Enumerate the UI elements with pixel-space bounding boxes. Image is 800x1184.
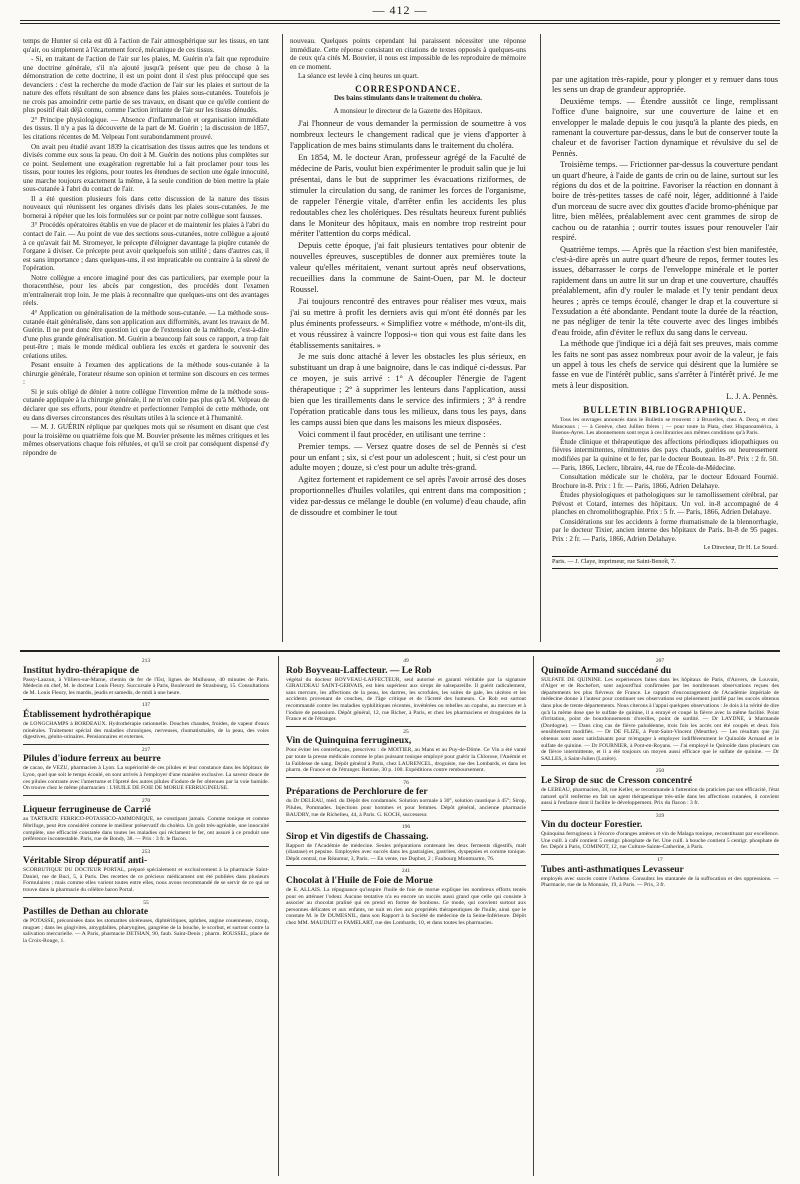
paragraph: J'ai toujours rencontré des entraves pour réaliser mes vœux, mais j'ai su mettre à profit les derniers avis qui m'ont été donnés par les plus éminents professeurs. « Simplifiez votre « méthode, m'ont-ils dit, et vous réussirez à vaincre l'opposi-« tion qui vous est faite dans les établissements sanitaires. »	[290, 296, 526, 350]
paragraph: Voici comment il faut procéder, en utilisant une terrine :	[298, 429, 486, 439]
paragraph: Agitez fortement et rapidement ce sel après l'avoir arrosé des doses proportionnelles d'huiles volatiles, qui entrent dans ma composition ; videz par-dessus ce mélange le double (en volume) d'eau chaude, afin de dissoudre et combiner le tout	[290, 475, 526, 518]
bulletin-item: Consultation médicale sur le choléra, par le docteur Edouard Fournié. Brochure in-8. Prix : 1 fr. — Paris, 1866, Adrien Delahaye.	[552, 473, 778, 490]
ad-title: Chocolat à l'Huile de Foie de Morue	[286, 876, 433, 887]
ad-body: de LONGCHAMPS à BORDEAUX. Hydrothérapie rationnelle. Douches chaudes, froides, de vapeur d'eaux minérales. Traitement spécial des maladies chroniques, nerveuses, rhumatismales, de la peau, des voies digestives, génito-urinaires. Pensionnaires et externes.	[23, 720, 269, 741]
ad-body: employés avec succès contre l'Asthme. Consultez les stantanée de la suffocation et des oppressions. — Pharmacie, rue de la Monnaie, 19, à Paris. — Prix, 3 fr.	[541, 875, 779, 889]
advertisement	[286, 778, 526, 822]
ad-body: Passy-Lauzun, à Villiers-sur-Marne, chemin de fer de l'Est, lignes de Mulhouse, 40 minutes de Paris. Médecin en chef, M. le docteur Louis Fleury. Succursale à Paris, Boulevard de Strasbourg, 15. Consultations de M. Louis Fleury, les mardis, jeudis et samedis, de midi à une heure.	[23, 676, 269, 696]
ad-body: végétal du docteur BOYVEAU-LAFFECTEUR, seul autorisé et garanti véritable par la signature GIRAUDEAU SAINT-GERVAIS, est bien supérieur aux sirops de salsepareille. Il guérit radicalement, sans mercure, les affections de la peau, les dartres, les scrofules, les suites de gale, les ulcères et les accidents provenant de couches, de l'âge critique et de l'âcreté des humeurs. Ce Rob est surtout recommandé contre les maladies syphilitiques récentes, invétérées ou rebelles au copahu, au mercure et à l'iodure de potassium. Dépôt général, 12, rue Richer, à Paris, et chez les pharmaciens et droguistes de la France et de l'étranger.	[286, 676, 526, 723]
ad-title: Vin du docteur Forestier.	[541, 820, 643, 831]
advertisement	[23, 796, 269, 847]
paragraph: J'ai l'honneur de vous demander la permission de soumettre à vos nombreux lecteurs le changement radical que je viens d'apporter à l'application de mes bains stimulants dans le traitement du choléra.	[290, 119, 526, 151]
ad-title: Liqueur ferrugineuse de Carrié	[23, 805, 151, 816]
ad-body: de E. ALLAIS. La répugnance qu'inspire l'huile de foie de morue explique les nombreux efforts tentés pour en atténuer l'odeur. Aucune tentative n'a eu encore un succès aussi grand que celle qui consiste à associer au chocolat praliné qui en prend en forme de bonbons. Ce mode, qui convient surtout aux personnes délicates et aux enfants, ne nuit en rien aux propriétés thérapeutiques de l'huile, ainsi que le constate M. le Dr DUMESNIL, dans son Rapport à la Société de médecine de la Seine-Inférieure. Dépôt chez MM. MAUDUIT et FAMELART, rue des Lombards, 10, et dans toutes les pharmacies.	[286, 887, 526, 927]
paragraph: La séance est levée à cinq heures un quart.	[298, 72, 419, 81]
paragraph: Troisième temps. — Frictionner par-dessus la couverture pendant un quart d'heure, à l'aide de gants de crin ou de laine, surtout sur les régions du dos et de la poitrine. Favoriser la réaction en donnant à boire de très-petites tasses de café noir, léger, additionné à l'aide d'un morceau de sucre avec dix gouttes d'acide bromo-phénique par litre, bien mêlées, préalablement avec cent grammes de sirop de cachou ou de ratanhia ; ourrir toutes issues pour renouveler l'air respiré.	[552, 160, 778, 243]
directeur: Le Directeur, Dr H. Le Sourd.	[703, 544, 778, 552]
column-divider	[533, 656, 534, 1176]
ads-column-2	[286, 656, 526, 1176]
ad-title: Sirop et Vin digestifs de Chassaing.	[286, 831, 429, 842]
ad-number: 207	[655, 658, 665, 664]
column-divider	[282, 34, 283, 642]
advertisement	[541, 855, 779, 892]
advertisement	[286, 656, 526, 727]
advertisement	[541, 811, 779, 855]
bulletin-intro: Tous les ouvrages annoncés dans le Bulletin se trouvent : à Bruxelles, chez A. Decq, et chez Manceaux ; — à Genève, chez Jullien frères ; — pour toute la Plata, chez Hispanoamérica, à Buenos-Ayres. Les abonnements sont reçus à ces librairies aux mêmes conditions qu'à Paris.	[552, 417, 778, 437]
ad-title: Quinoïde Armand succédané du	[541, 665, 672, 676]
bulletin-item: Études physiologiques et pathologiques sur le ramollissement cérébral, par Prévost et Cotard, internes des hôpitaux. Un vol. in-8 accompagné de 4 planches en chromolithographie. Prix : 5 fr. — Paris, 1866, Adrien Delahaye.	[552, 491, 778, 517]
ad-title: Vin de Quinquina ferrugineux,	[286, 736, 412, 747]
article-column-2	[290, 37, 526, 637]
ad-number: 137	[141, 702, 151, 709]
advertisement	[23, 656, 269, 700]
ad-body: Rapport de l'Académie de médecine. Seules préparations contenant les deux ferments digestifs, malt (diastase) et pepsine. Employées avec succès dans les gastralgies, gastrites, dyspepsies et comme tonique. Dépôt central, rue Réaumur, 3, Paris. — En vente, rue Duphot, 2 ; Faubourg Montmartre, 76.	[286, 842, 526, 862]
paragraph: nouveau. Quelques points cependant lui paraissent nécessiter une réponse immédiate. Cette réponse consistant en citations de textes opposés à quelques-uns de ceux qu'a cités M. Bouvier, il nous est impossible de les reproduire de mémoire en ce moment.	[290, 37, 526, 71]
paragraph: par une agitation très-rapide, pour y plonger et y remuer dans tous les sens un drap de grandeur appropriée.	[552, 75, 778, 95]
advertisement	[23, 898, 269, 948]
advertisement	[23, 847, 269, 898]
article-column-1	[23, 37, 269, 637]
ad-title: Pilules d'iodure ferreux au beurre	[23, 754, 161, 765]
advertisement	[23, 700, 269, 744]
column-divider	[540, 34, 541, 642]
paragraph: - Si, en traitant de l'action de l'air sur les plaies, M. Guérin n'a fait que reproduire une doctrine générale, s'il n'a ajouté jusqu'à présent que peu de chose à la démonstration de cette doctrine, il est un point dont il s'est plus préoccupé que ses devanciers : c'est la recherche du mode d'action de l'air sur les plaies et surtout de la nature des effets résultant de son absence dans les plaies sous-cutanées. Toutefois je ne crois pas amoindrir cette partie de ses travaux, en disant que ce qu'elle contient de plus positif était déjà connu, comme l'action irritante de l'air sur les tissus dénudés.	[23, 55, 269, 115]
printer-name: Paris. — J. Claye, imprimeur, rue Saint-Benoît, 7.	[552, 558, 676, 566]
paragraph: temps de Hunter si cela est dû à l'action de l'air atmosphérique sur les tissus, en tant qu'air, ou simplement à l'écartement forcé, mécanique de ces tissus.	[23, 37, 269, 54]
ad-body: SCORBUTIQUE DU DOCTEUR PORTAL, préparé spécialement et exclusivement à la pharmacie Saint-Daniel, rue de Buci, 5, à Paris. Des recettes de ce précieux médicament ont été publiées dans plusieurs Formulaires ; mais comme elles varient toutes entre elles, nous avons recommandé de se servir de ce qui se trouve dans la pharmacie du célèbre baron Portal.	[23, 867, 269, 894]
paragraph: Deuxième temps. — Étendre aussitôt ce linge, remplissant l'office d'une baignoire, sur une couverture de laine et en envelopper le malade depuis le cou jusqu'à la plante des pieds, en ramenant la couverture par-dessus, dans le but de conserver toute la chaleur et de favoriser l'action dynamique et révulsive du sel de Pennès.	[552, 96, 778, 158]
ad-body: Pour éviter les contrefaçons, prescrivez : de MOITIER, au Mans et au Puy-de-Dôme. Ce Vin a été vanté par toute la presse médicale comme le plus puissant tonique employé pour guérir la Chlorose, l'Anémie et la Faiblesse de sang. Dépôt général à Paris, chez LAURENCEL, droguiste, rue des Lombards, et dans les pharm. de France et de l'étranger. Remise, 30 p. 100. Expéditions contre remboursement.	[286, 747, 526, 774]
ad-title: Pastilles de Dethan au chlorate	[23, 907, 149, 918]
ads-column-3	[541, 656, 779, 1176]
ad-number: 213	[141, 658, 151, 664]
advertisement	[286, 866, 526, 929]
ad-body: de LEBEAU, pharmacien, 38, rue Keller, se recommande à l'attention du praticien par son efficacité, l'état naturel qu'il renferme en fait un agent thérapeutique très-utile dans les affections cutanées, il convient aussi à l'enfance dont il facilite le développement. Prix du flacon : 3 fr.	[541, 786, 779, 807]
paragraph: En 1854, M. le docteur Aran, professeur agrégé de la Faculté de médecine de Paris, voulut bien expérimenter le produit salin que je lui présentai, dans le but de supprimer les évacuations riziformes, de stimuler la circulation du sang, de ranimer les forces de l'organisme, de rappeler l'énergie vitale, d'arrêter enfin les accidents les plus redoutables chez les cholériques. Des résultats heureux furent publiés dans le Moniteur des hôpitaux, mais en nombre trop restreint pour mériter l'attention du corps médical.	[290, 153, 526, 239]
paragraph: Il a été question plusieurs fois dans cette discussion de la nature des tissus nouveaux qui réunissent les organes divisés dans les plaies sous-cutanées. Je me bornerai à répéter que les lois formulées sur ce point par notre collègue sont fausses.	[23, 194, 269, 220]
ad-number: 217	[141, 746, 151, 753]
ad-number: 241	[401, 868, 411, 875]
ad-body: SULFATE DE QUININE. Les expériences faites dans les hôpitaux de Paris, d'Anvers, de Louvain, d'Alger et de Rochefort, sont aujourd'hui confirmées par les nombreuses observations reçues des départements les plus fiévreux de France. Le rapport d'encouragement de l'Académie impériale de médecine donne à l'auteur pour continuer ses observations est pleinement justifié par les succès obtenus dans plus de trente départements. Nous citerons à l'appui quelques observations : Je dois à la vérité de dire qu'à la même dose que le sulfate de quinine, il a enrayé et coupé la fièvre avec la même facilité. Point d'irritation, point de bourdonnements d'oreilles, point de surdité. — Dr LAYDNE, à Marmande (Dordogne). — Dans cinq cas de fièvre paludéenne, trois fois les accès ont été coupés et deux fois sensiblement modifiés. — Dr DE FLIZE, à Pont-Saint-Vincent (Meurthe). — Les résultats que j'ai obtenus sont assez satisfaisants pour m'engager à employer indifféremment le Quinoïde Armand et le sulfate de quinine. — Dr FOURNIER, à Pont-en-Royans. — J'ai employé le Quinoïde dans plusieurs cas de fièvre intermittente, et il a été toujours un moyen aussi efficace que le sulfate de quinine. — Dr SALLES, à Saint-Julien (Lozère).	[541, 676, 779, 762]
ad-number: 250	[655, 768, 665, 775]
ads-column-1	[23, 656, 269, 1176]
column-divider	[278, 656, 279, 1176]
paragraph: Notre collègue a encore imaginé pour des cas particuliers, par exemple pour la thoracenthèse, pour les abcès par congestion, des procédés dont l'examen m'entraînerait trop loin. Je me plais à reconnaître que quelques-uns ont des avantages réels.	[23, 273, 269, 308]
ad-title: Le Sirop de suc de Cresson concentré	[541, 775, 693, 786]
ad-title: Établissement hydrothérapique	[23, 709, 151, 720]
paragraph: Depuis cette époque, j'ai fait plusieurs tentatives pour obtenir de nouvelles épreuves, susceptibles de donner aux premières toute la valeur qu'elles méritaient, venant surtout après neuf observations, recueillies dans la commune de Saint-Ouen, par M. le docteur Roussel.	[290, 241, 526, 294]
ad-title: Préparations de Perchlorure de fer	[286, 787, 428, 798]
ads-top-rule	[20, 650, 780, 652]
paragraph: Premier temps. — Versez quatre doses de sel de Pennès si c'est pour un enfant ; six, si c'est pour un adolescent ; huit, si c'est pour un adulte moyen ; douze, si c'est pour un adulte très-grand.	[290, 441, 526, 473]
advertisement	[541, 656, 779, 766]
signature: L. J. A. Pennès.	[726, 392, 778, 402]
ad-number: 319	[655, 812, 665, 819]
paragraph: La méthode que j'indique ici a déjà fait ses preuves, mais comme les faits ne sont pas assez nombreux pour avoir de la valeur, je fais un appel à tous les chefs de service qui désirent que la lumière se fasse en vue de l'intérêt public, sans s'arrêter à l'intérêt privé. Je me mets à leur disposition.	[552, 339, 778, 390]
ad-title: Véritable Sirop dépuratif anti-	[23, 856, 148, 867]
paragraph: Pesant ensuite à l'examen des applications de la méthode sous-cutanée à la chirurgie générale, l'orateur résume son opinion et termine son discours en ces termes :	[23, 361, 269, 387]
paragraph: Quatrième temps. — Après que la réaction s'est bien manifestée, c'est-à-dire après un autre quart d'heure de repos, fermer toutes les issues, débarrasser le corps de l'enveloppe minérale et le porter rapidement dans un autre lit sur un drap et une couverture, chauffés préalablement, afin d'y rouler le malade et l'y tenir pendant deux heures ; après ce temps écoulé, changer le drap et la couverture si l'exsudation a été abondante. Pendant toute la durée de la réaction, ne pas négliger de tenir la tête couverte avec des linges imbibés d'eau froide, afin d'éviter le reflux du sang dans le cerveau.	[552, 244, 778, 337]
ad-number: 253	[141, 848, 151, 855]
paragraph: — M. J. GUÉRIN réplique par quelques mots qui se résument en disant que c'est pour la troisième ou quatrième fois que M. Bouvier présente les mêmes critiques et les mêmes observations chaque fois réfutées, et qu'il se croit par conséquent dispensé d'y répondre de	[23, 423, 269, 457]
ad-number: 49	[403, 658, 409, 664]
ad-body: de cacao, de VEZU, pharmacien à Lyon. La supériorité de ces pilules et leur constance dans les hôpitaux de Lyon, quel que soit le temps écoulé, en sont arrivés à l'employer d'une manière exclusive. La saveur douce de ces pilules contraste avec l'amertume et l'âpreté des autres pilules d'iodure de fer obtenues par la voie humide. On trouve chez le même pharmacien : L'HUILE DE FOIE DE MORUE FERRUGINEUSE.	[23, 765, 269, 792]
advertisement	[541, 766, 779, 810]
bulletin-title: BULLETIN BIBLIOGRAPHIQUE.	[583, 404, 747, 415]
article-subheading: Des bains stimulants dans le traitement du choléra.	[333, 95, 483, 103]
bulletin-item: Considérations sur les accidents à forme rhumatismale de la blennorrhagie, par le docteur Tixier, ancien interne des hôpitaux de Paris. In-8 de 95 pages. Prix : 2 fr. — Paris, 1866, Adrien Delahaye.	[552, 517, 778, 543]
bulletin-item: Étude clinique et thérapeutique des affections périodiques idiopathiques ou fièvres intermittentes, rémittentes des pays chauds, guéries ou heureusement modifiées par la quinine et le fer, par le docteur Bouteau. In-8°. Prix : 2 fr. 50. — Paris, 1866, Leclerc, libraire, 44, rue de l'École-de-Médecine.	[552, 437, 778, 472]
ad-number: 55	[143, 899, 149, 906]
paragraph: 4° Application ou généralisation de la méthode sous-cutanée. — La méthode sous-cutanée était généralisée, dans son application aux difformités, avant les travaux de M. Guérin. Il ne peut donc être question ici que de l'extension de la méthode, c'est-à-dire d'une plus grande généralisation. M. Guérin a beaucoup fait sous ce rapport, a trop fait peut-être ; mais le monde médical oubliera les excès et gardera le souvenir des créations utiles.	[23, 308, 269, 360]
paragraph: Je me suis donc attaché à lever les obstacles les plus sérieux, en substituant un drap à une baignoire, dans le cas indiqué ci-dessus. Par ce moyen, je suis arrivé : 1° A découpler l'énergie de l'agent thérapeutique ; 2° à supprimer les lenteurs dans l'application, aussi bien que les tiraillements dans le service des infirmiers ; 3° à rendre l'opération praticable dans tous les milieux, dans tous les pays, dans les camps aussi bien que dans les maisons les mieux disposées.	[290, 352, 526, 427]
paragraph: On avait peu étudié avant 1839 la cicatrisation des tissus autres que les tendons et divisés comme eux sous la peau. On doit à M. Guérin des notions plus complètes sur ce point. Seulement une exagération regrettable lui a fait proclamer pour tous les tissus, pour toutes les régions, pour toutes les étendues de section une égale innocuité, une marche toujours exactement la même, à la seule condition de bien mettre la plaie sous-cutanée à l'abri du contact de l'air.	[23, 142, 269, 194]
ad-number: 17	[657, 857, 663, 864]
ad-body: Quinquina ferrugineux à l'écorce d'oranges amères et vin de Malaga tonique, reconstituant par excellence. Une cuill. à café contient 5 centigr. phosphate de fer. Une cuill. à bouche contient 5 centigr. phosphate de fer. Dépôt à Paris, COMINOT, 12, rue Culture-Sainte-Catherine, à Paris.	[541, 831, 779, 851]
paragraph: Si je suis obligé de dénier à notre collègue l'invention même de la méthode sous-cutanée appliquée à la chirurgie générale, il ne m'en coûte pas plus qu'à M. Velpeau de déclarer que ses efforts, pour étendre et perfectionner l'emploi de cette méthode, ont eu dans diverses circonstances des résultats utiles à la science et à l'humanité.	[23, 387, 269, 422]
ad-number: 25	[403, 728, 409, 735]
ad-body: au TARTRATE FERRICO-POTASSICO-AMMONIQUE, ne constipant jamais. Comme tonique et comme fébrifuge, peut être considéré comme le meilleur préservatif du choléra. Un goût très-agréable, une innocuité complète, une efficacité constatée dans toutes les maladies qui réclament le fer, ont assuré à ce produit une préférence incontestable. Paris, rue de Bondy, 38. — Prix : 3 fr. le flacon.	[23, 816, 269, 843]
top-rule	[20, 20, 780, 21]
salutation: A monsieur le directeur de la Gazette des Hôpitaux.	[333, 106, 483, 115]
advertisement	[286, 727, 526, 778]
ad-number: 270	[141, 797, 151, 804]
printer-credit	[552, 556, 778, 569]
section-heading: CORRESPONDANCE.	[355, 83, 461, 94]
advertisement	[286, 822, 526, 866]
ad-title: Tubes anti-asthmatiques Levasseur	[541, 864, 684, 875]
advertisement	[23, 745, 269, 796]
paragraph: 3° Procédés opératoires établis en vue de placer et de maintenir les plaies à l'abri du contact de l'air. — Au point de vue des sections sous-cutanées, notre collègue a ajouté à ce qu'avait fait M. Stromeyer, le précepte d'éloigner davantage la piqûre cutanée de l'organe à diviser. Ce précepte peut avoir quelquefois son utilité ; dans d'autres cas, il est sans importance ; dans quelques-uns, il est impraticable ou contraire à la sûreté de l'opération.	[23, 221, 269, 273]
article-column-3	[552, 75, 778, 645]
ad-title: Institut hydro-thérapique de	[23, 665, 139, 676]
paragraph: 2° Principe physiologique. — Absence d'inflammation et organisation immédiate des tissus. Il n'y a pas là découverte de la part de M. Guérin ; la discussion de 1857, les citations récentes de M. Velpeau l'ont surabondamment prouvé.	[23, 115, 269, 142]
ad-body: du Dr DELEAU, méd. du Dépôt des condamnés. Solution normale à 30°, solution caustique à 45°; Sirop, Pilules, Pommades. Injections pour hommes et pour femmes. Dépôt général, ancienne pharmacie BAUDRY, rue de Richelieu, 44, à Paris. G. KOCH, successeur.	[286, 798, 526, 818]
ad-body: de POTASSE, préconisées dans les stomatites ulcéreuses, diphtéritiques, aphthes, angine couenneuse, croup, muguet ; dans les gingivites, amygdalites, pharyngites, gangrène de la bouche, le scorbut, et surtout contre la salivation mercurielle. — A Paris, pharmacie DETHAN, 90, faub. Saint-Denis ; pharm. ROUSSEL, place de la Croix-Rouge, 1.	[23, 918, 269, 945]
ad-title: Rob Boyveau-Laffecteur. — Le Rob	[286, 665, 432, 676]
ad-number: 76	[403, 779, 409, 786]
page-number: — 412 —	[372, 3, 428, 17]
top-rule-2	[20, 23, 780, 24]
ad-number: 196	[401, 824, 411, 831]
